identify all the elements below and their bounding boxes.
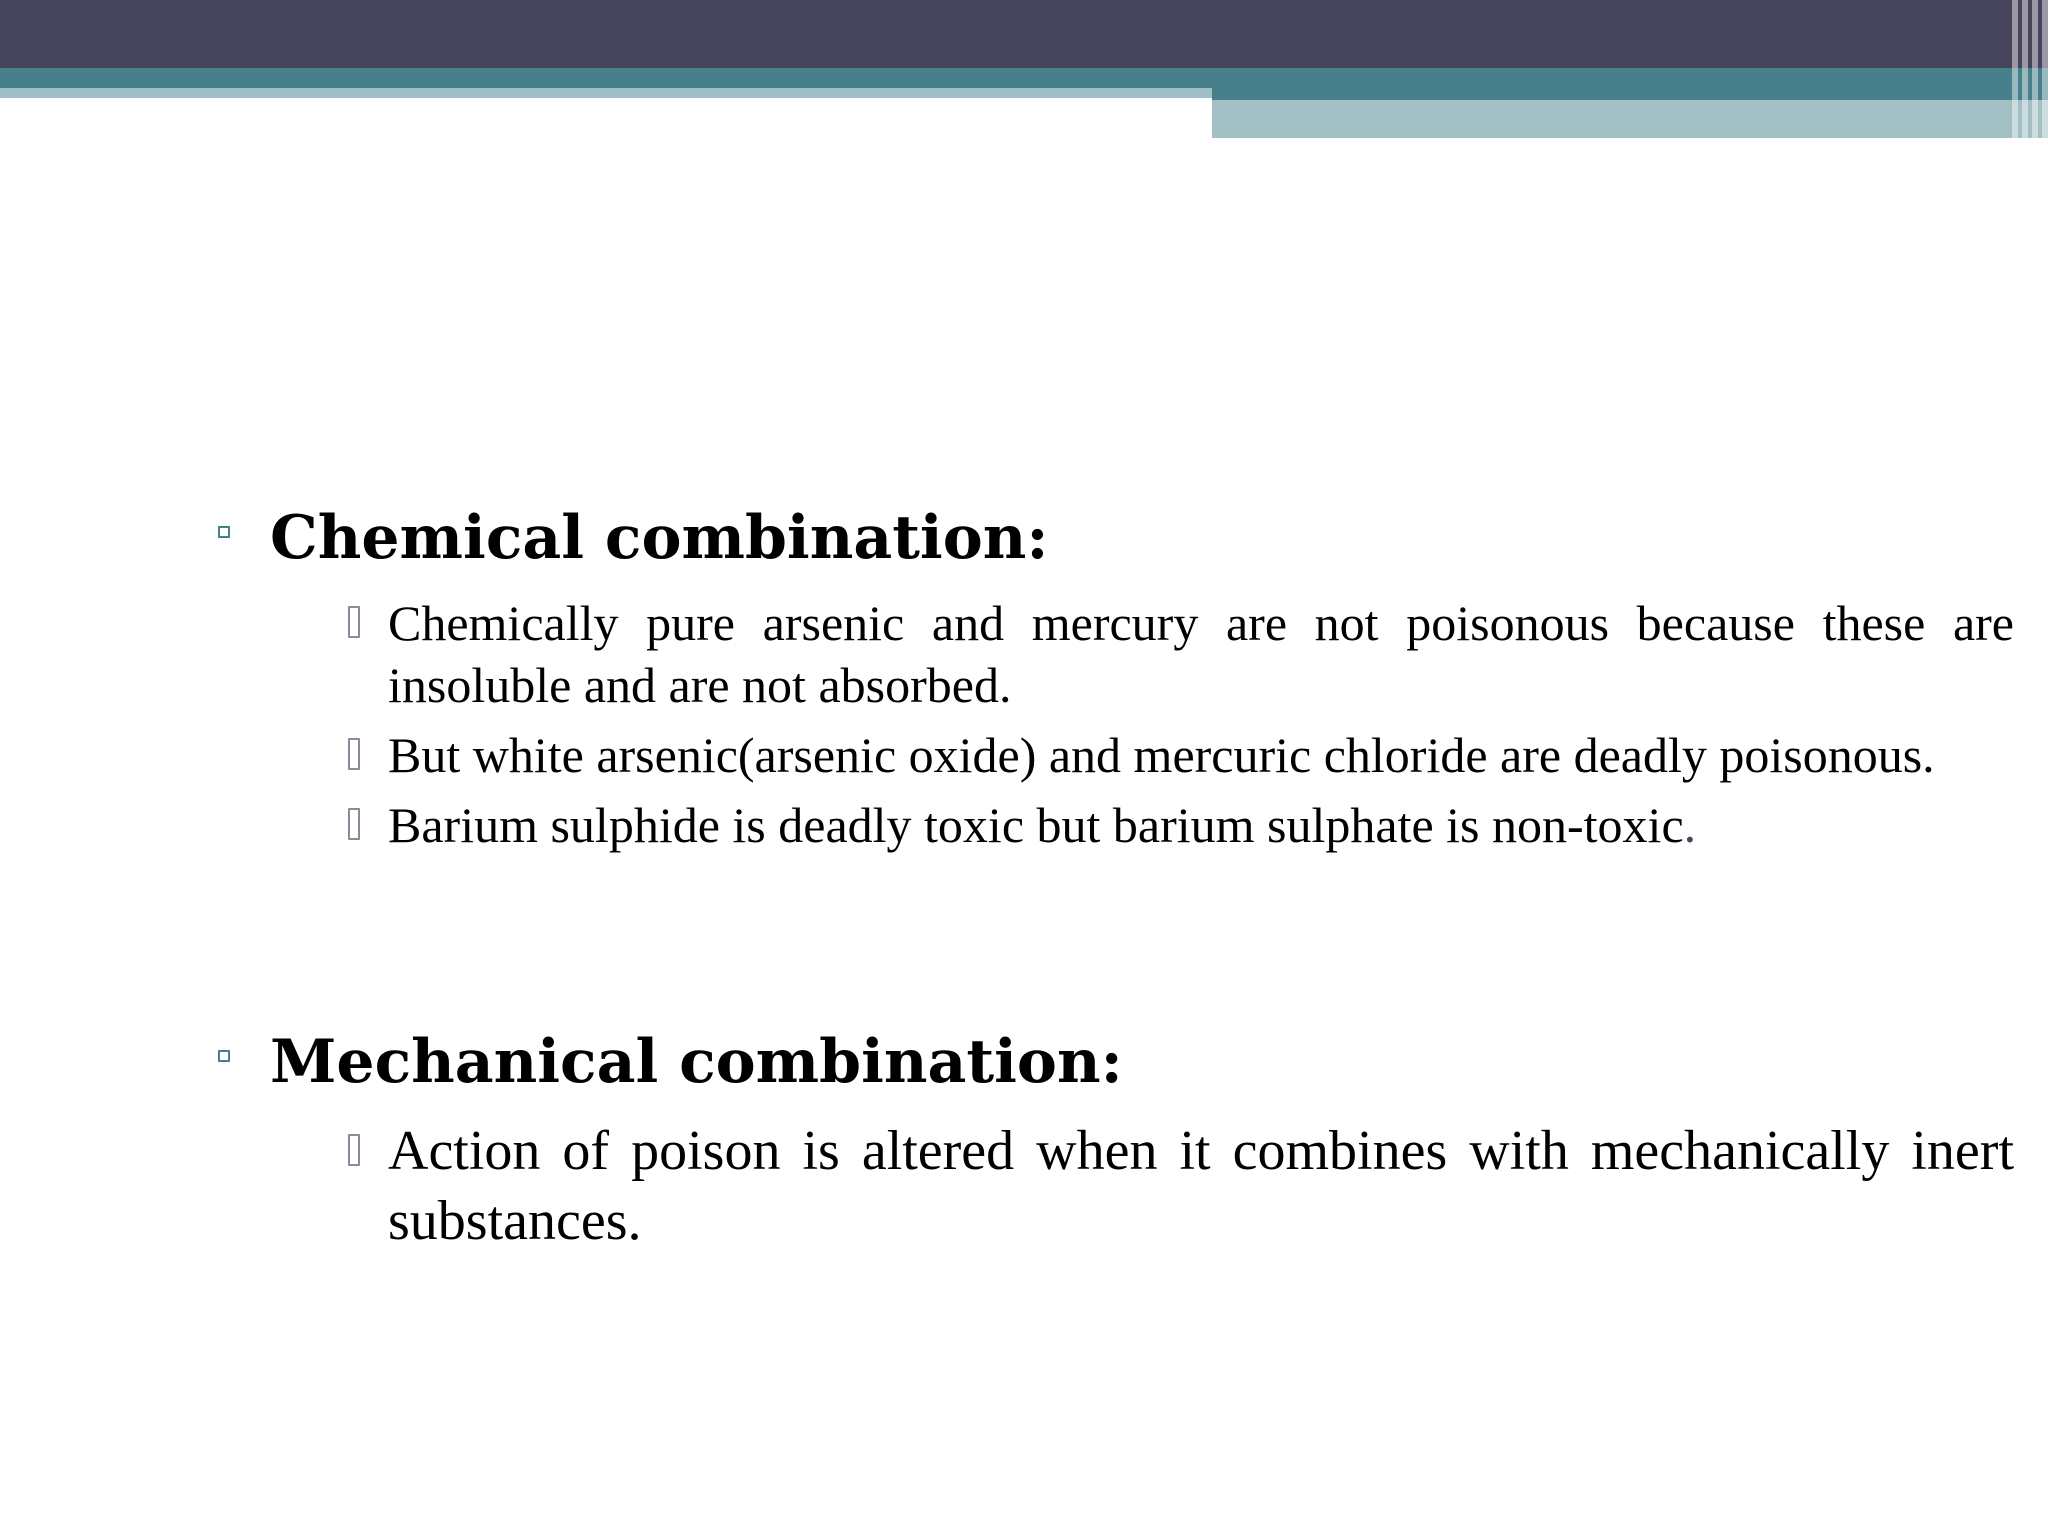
- square-bullet-icon: [218, 526, 230, 538]
- list-item-text: Barium sulphide is deadly toxic but barium sulphate is non-toxic: [388, 797, 1684, 853]
- section-heading: Mechanical combination:: [270, 1027, 1123, 1097]
- section-heading-row: [214, 1016, 1974, 1108]
- square-bullet-icon: [218, 1050, 230, 1062]
- list-item: [214, 592, 2014, 716]
- section-chemical-combination: [214, 492, 2014, 856]
- list-item-text: But white arsenic(arsenic oxide) and mercuric chloride are deadly poisonous.: [388, 727, 1935, 783]
- section-mechanical-combination: [214, 1016, 2014, 1256]
- header-stripes: [1984, 0, 2048, 138]
- header-band-light-left: [0, 88, 1212, 98]
- box-bullet-icon: [348, 1134, 360, 1166]
- section-heading: Chemical combination:: [270, 503, 1049, 573]
- header-band-light-right: [1212, 100, 2048, 138]
- sub-item-list: [214, 592, 2014, 856]
- list-item: [214, 724, 2014, 786]
- box-bullet-icon: [348, 606, 360, 638]
- list-item-text: Chemically pure arsenic and mercury are not poisonous because these are insoluble and are not absorbed.: [388, 595, 2014, 713]
- box-bullet-icon: [348, 808, 360, 840]
- header-band-white-left: [0, 98, 1212, 140]
- header-stripe: [2012, 0, 2018, 138]
- box-bullet-icon: [348, 738, 360, 770]
- header-stripe: [2042, 0, 2048, 138]
- header-band-dark: [0, 0, 2048, 68]
- section-heading-row: [214, 492, 1974, 584]
- slide-content: [214, 492, 2014, 1256]
- list-item: [214, 1116, 2014, 1256]
- list-item: [214, 794, 2014, 856]
- sub-item-list: [214, 1116, 2014, 1256]
- trailing-period: .: [1683, 797, 1697, 853]
- header-stripe: [2032, 0, 2038, 138]
- header-stripe: [2022, 0, 2028, 138]
- list-item-text: Action of poison is altered when it combines with mechanically inert substances.: [388, 1120, 2014, 1252]
